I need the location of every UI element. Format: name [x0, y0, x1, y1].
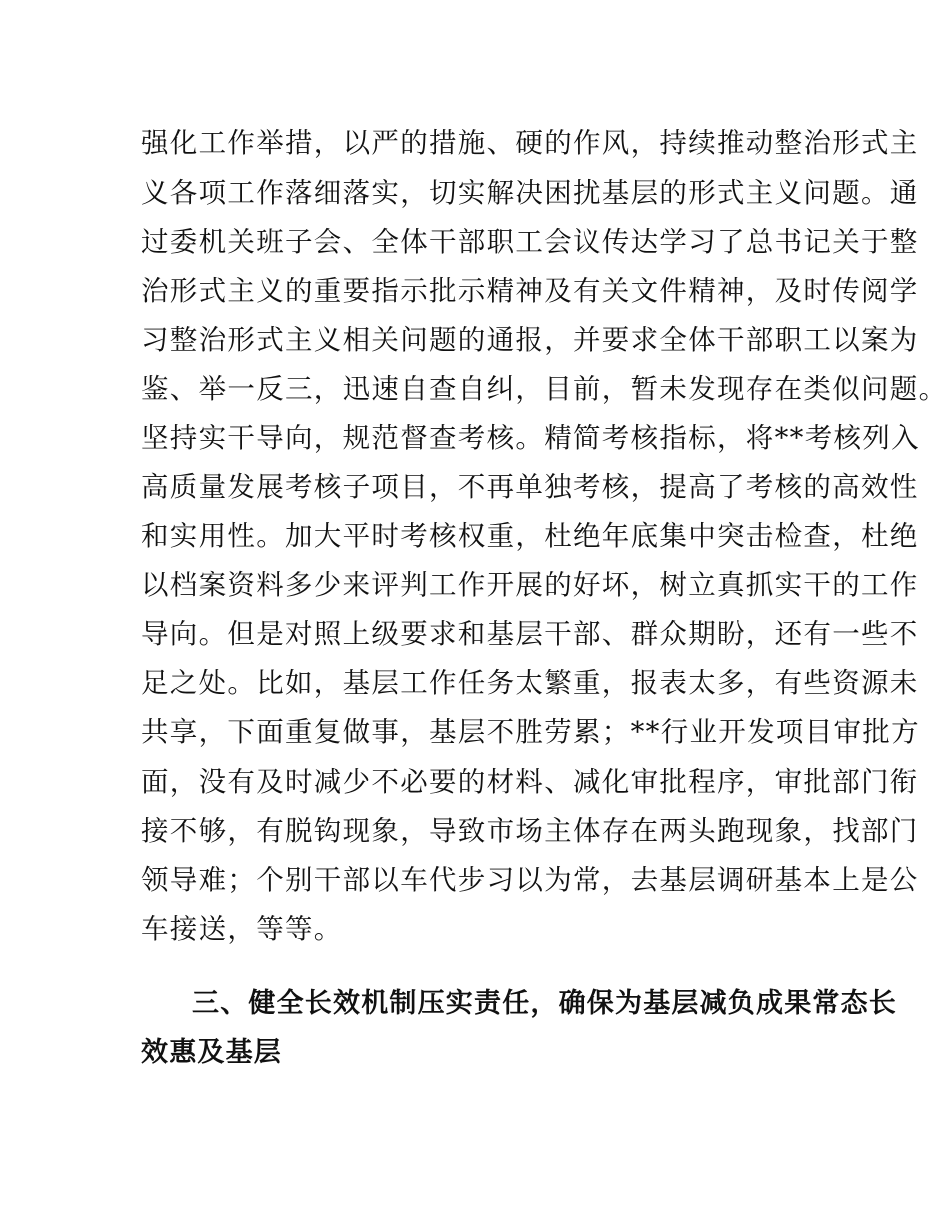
body-line: 鉴、举一反三，迅速自查自纠，目前，暂未发现存在类似问题。	[141, 373, 948, 405]
body-line: 和实用性。加大平时考核权重，杜绝年底集中突击检查，杜绝	[141, 520, 919, 552]
body-line: 接不够，有脱钩现象，导致市场主体存在两头跑现象，找部门	[141, 815, 919, 847]
body-line: 面，没有及时减少不必要的材料、减化审批程序，审批部门衔	[141, 766, 919, 798]
body-line: 领导难；个别干部以车代步习以为常，去基层调研基本上是公	[141, 864, 919, 896]
section-heading-line-1: 三、健全长效机制压实责任，确保为基层减负成果常态长	[192, 988, 897, 1019]
body-line: 足之处。比如，基层工作任务太繁重，报表太多，有些资源未	[141, 667, 919, 699]
body-line: 强化工作举措，以严的措施、硬的作风，持续推动整治形式主	[141, 127, 919, 159]
body-line: 习整治形式主义相关问题的通报，并要求全体干部职工以案为	[141, 324, 919, 356]
body-line: 过委机关班子会、全体干部职工会议传达学习了总书记关于整	[141, 226, 919, 258]
body-line: 共享，下面重复做事，基层不胜劳累；**行业开发项目审批方	[141, 716, 920, 748]
body-line: 导向。但是对照上级要求和基层干部、群众期盼，还有一些不	[141, 618, 919, 650]
body-line: 高质量发展考核子项目，不再单独考核，提高了考核的高效性	[141, 471, 919, 503]
body-line: 治形式主义的重要指示批示精神及有关文件精神，及时传阅学	[141, 275, 919, 307]
body-line: 以档案资料多少来评判工作开展的好坏，树立真抓实干的工作	[141, 569, 919, 601]
body-line: 车接送，等等。	[141, 913, 343, 945]
body-line: 坚持实干导向，规范督查考核。精简考核指标，将**考核列入	[141, 422, 920, 454]
section-heading-line-2: 效惠及基层	[141, 1037, 282, 1068]
body-line: 义各项工作落细落实，切实解决困扰基层的形式主义问题。通	[141, 177, 919, 209]
